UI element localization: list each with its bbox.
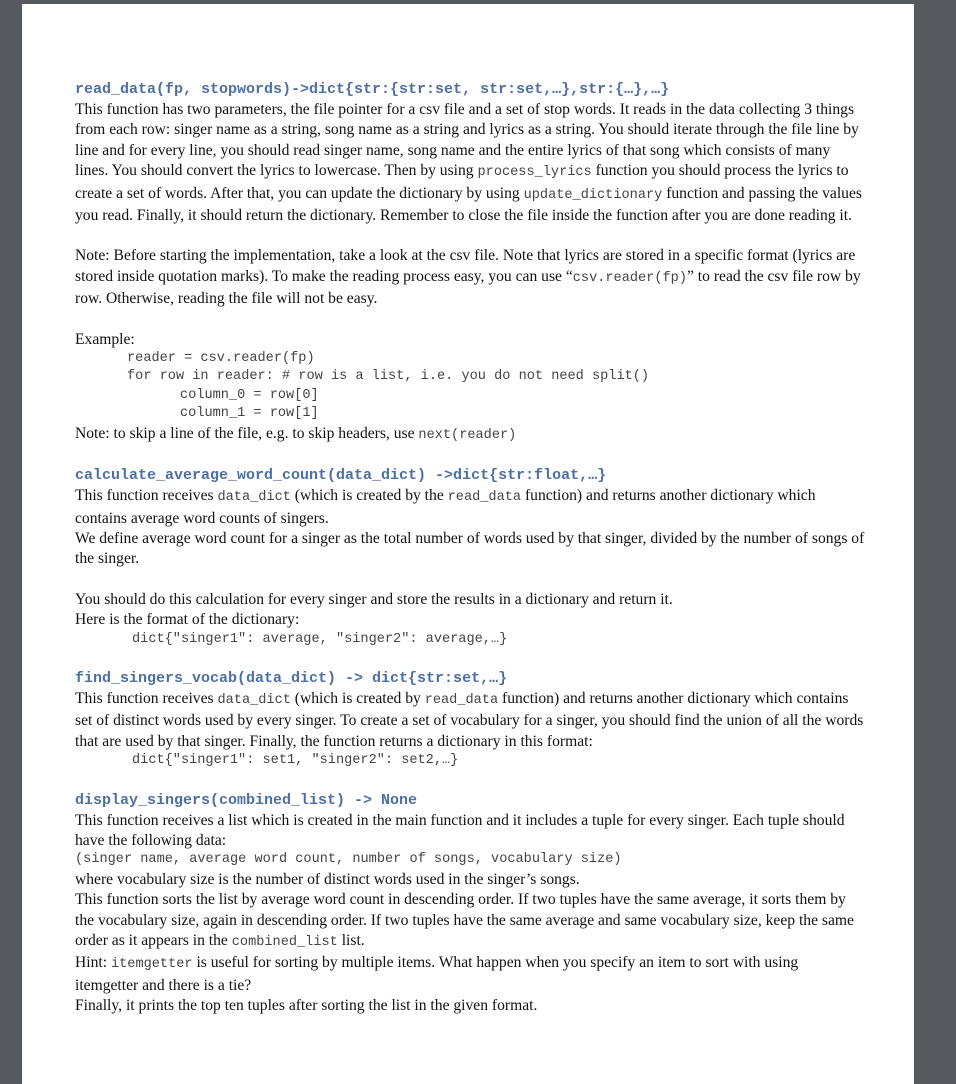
text: This function has two parameters, the file pointer for a csv file and a set of stop words. It reads in the data collecting 3 things from each row: singer name as a string, song name as a string and lyrics as a string. You should iterate through the file line by line and for every line, you should read singer name, song name and the entire lyrics of that song which consists of many lines. You should convert the lyrics to lowercase. Then by using xyxy=(75,101,859,180)
inline-code: data_dict xyxy=(217,490,291,506)
inline-code: combined_list xyxy=(231,935,338,950)
display-description: This function receives a list which is created in the main function and it includes a tuple for every singer. Each tuple should have the following data: xyxy=(75,811,845,849)
text: This function receives xyxy=(75,487,218,505)
inline-code: data_dict xyxy=(217,692,291,708)
display-sort-description xyxy=(75,890,865,953)
avg-signature: calculate_average_word_count(data_dict) ->dict{str:float,…} xyxy=(75,467,607,485)
inline-code: update_dictionary xyxy=(523,187,663,203)
vocab-signature: find_singers_vocab(data_dict) -> dict{str:set,…} xyxy=(75,669,508,687)
text: (which is created by xyxy=(290,689,425,707)
document-page xyxy=(22,4,914,1084)
display-tuple-code: (singer name, average word count, number of songs, vocabulary size) xyxy=(75,852,622,868)
read-data-signature: read_data(fp, stopwords)->dict{str:{str:set, str:set,…},str:{…},…} xyxy=(75,81,670,98)
code-line: column_1 = row[1] xyxy=(180,406,319,422)
inline-code: csv.reader(fp) xyxy=(572,270,687,286)
code-line: reader = csv.reader(fp) xyxy=(127,351,315,367)
text: Hint: xyxy=(75,954,111,972)
document-content xyxy=(75,80,865,1017)
inline-code: itemgetter xyxy=(110,957,193,973)
read-data-description xyxy=(75,100,865,226)
display-signature: display_singers(combined_list) -> None xyxy=(75,791,418,809)
display-hint xyxy=(75,953,865,996)
avg-format-code: dict{"singer1": average, "singer2": average,…} xyxy=(132,631,508,647)
inline-code: read_data xyxy=(447,490,522,506)
text: Note: to skip a line of the file, e.g. to skip headers, use xyxy=(75,424,419,442)
vocab-format-code: dict{"singer1": set1, "singer2": set2,…} xyxy=(132,753,459,769)
example-code-block xyxy=(75,350,865,424)
text: This function receives xyxy=(75,689,218,707)
avg-instruction: You should do this calculation for every singer and store the results in a dictionary and return it. xyxy=(75,590,673,608)
text: function) and returns another dictionary which contains set of distinct words used by every singer. To create a set of vocabulary for a singer, you should find the union of all the words that are used by that singer. Finally, the function returns a dictionary in this format: xyxy=(75,689,864,750)
text: This function sorts the list by average word count in descending order. If two tuples have the same average, it sorts them by the vocabulary size, again in descending order. If two tuples have the same average and same vocabulary size, keep the same order as it appears in the xyxy=(75,891,854,949)
text: ” to read the csv file row by row. Otherwise, reading the file will not be easy. xyxy=(75,267,861,308)
text: Note: Before starting the implementation, take a look at the csv file. Note that lyrics are stored in a specific format (lyrics are stored inside quotation marks). To make the reading process easy, you can use “ xyxy=(75,247,856,285)
display-vocab-definition: where vocabulary size is the number of distinct words used in the singer’s songs. xyxy=(75,870,580,888)
text: is useful for sorting by multiple items. What happen when you specify an item to sort with using itemgetter and there is a tie? xyxy=(75,954,799,994)
text: function you should process the lyrics to create a set of words. After that, you can update the dictionary by using xyxy=(75,162,849,202)
text: list. xyxy=(337,932,365,949)
display-final: Finally, it prints the top ten tuples after sorting the list in the given format. xyxy=(75,997,538,1015)
code-line: for row in reader: # row is a list, i.e. you do not need split() xyxy=(127,369,650,385)
text: function and passing the values you read. Finally, it should return the dictionary. Remember to close the file inside the function after you are done reading it. xyxy=(75,184,862,225)
code-line: column_0 = row[0] xyxy=(180,387,319,403)
read-data-note2 xyxy=(75,424,865,446)
text: function) and returns another dictionary which contains average word counts of singers. xyxy=(75,487,816,527)
inline-code: read_data xyxy=(424,692,499,708)
example-label: Example: xyxy=(75,330,135,348)
inline-code: next(reader) xyxy=(418,427,517,443)
vocab-description xyxy=(75,689,865,752)
avg-description xyxy=(75,486,865,529)
avg-definition: We define average word count for a singer as the total number of words used by that singer, divided by the number of songs of the singer. xyxy=(75,529,865,568)
text: (which is created by the xyxy=(290,487,448,505)
avg-format-label: Here is the format of the dictionary: xyxy=(75,611,300,629)
read-data-note xyxy=(75,246,865,309)
inline-code: process_lyrics xyxy=(477,165,592,181)
